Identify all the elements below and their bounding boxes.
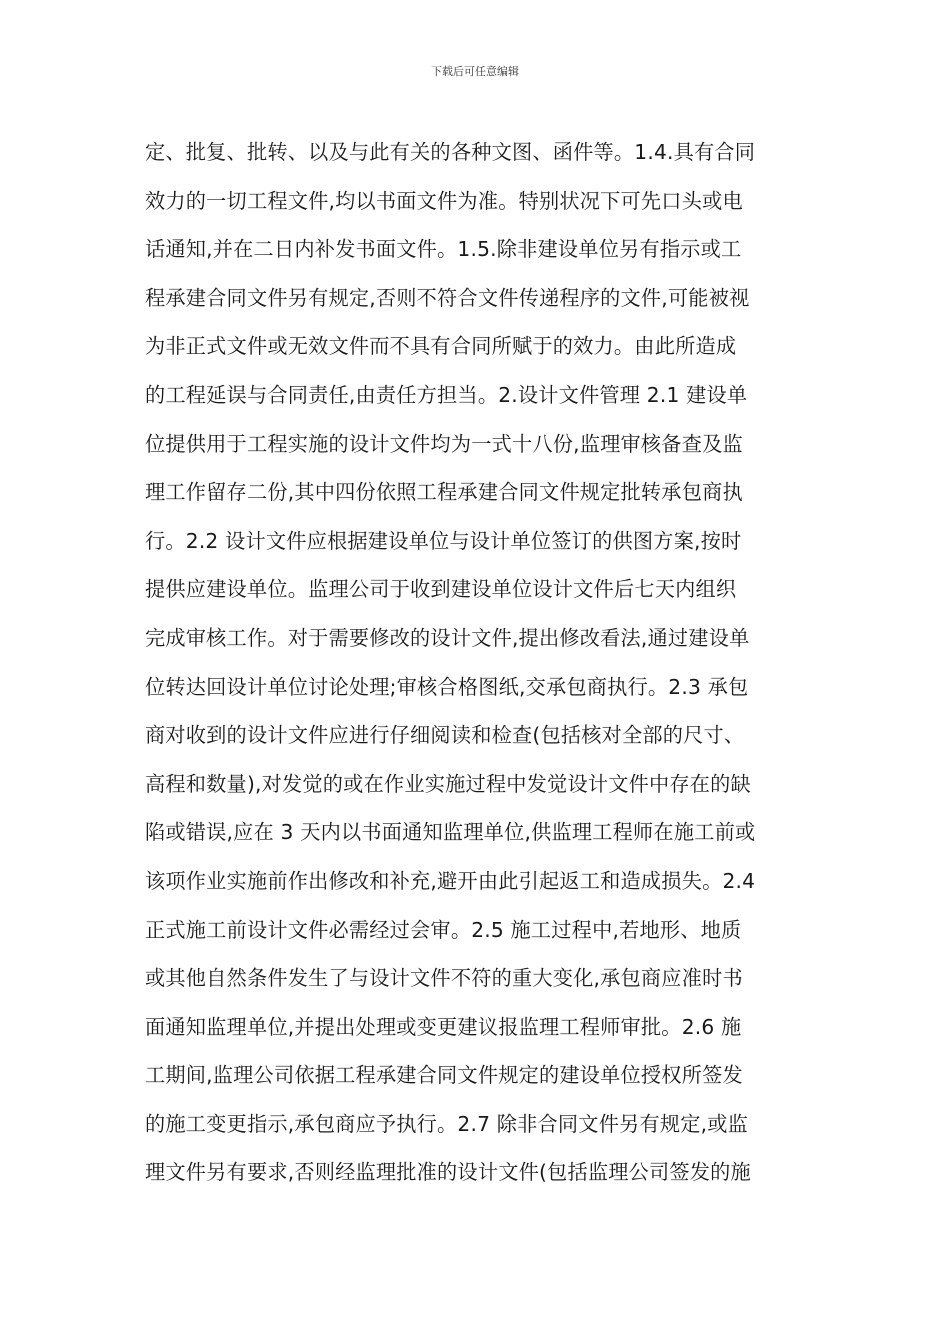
text-line: 或其他自然条件发生了与设计文件不符的重大变化,承包商应准时书 bbox=[145, 966, 743, 991]
text-line: 定、批复、批转、以及与此有关的各种文图、函件等。1.4.具有合同 bbox=[145, 140, 756, 164]
text-line: 陷或错误,应在 3 天内以书面通知监理单位,供监理工程师在施工前或 bbox=[145, 820, 756, 845]
text-line: 位转达回设计单位讨论处理;审核合格图纸,交承包商执行。2.3 承包 bbox=[145, 674, 749, 699]
text-line: 话通知,并在二日内补发书面文件。1.5.除非建设单位另有指示或工 bbox=[145, 237, 742, 262]
text-line: 的工程延误与合同责任,由责任方担当。2.设计文件管理 2.1 建设单 bbox=[145, 382, 748, 407]
text-line: 完成审核工作。对于需要修改的设计文件,提出修改看法,通过建设单 bbox=[145, 625, 750, 650]
page-header: 下载后可任意编辑 bbox=[431, 65, 519, 78]
text-line: 提供应建设单位。监理公司于收到建设单位设计文件后七天内组织 bbox=[145, 577, 737, 602]
text-line: 程承建合同文件另有规定,否则不符合文件传递程序的文件,可能被视 bbox=[145, 285, 750, 310]
text-line: 理工作留存二份,其中四份依照工程承建合同文件规定批转承包商执 bbox=[145, 480, 743, 505]
text-line: 该项作业实施前作出修改和补充,避开由此引起返工和造成损失。2.4 bbox=[145, 868, 756, 893]
text-line: 行。2.2 设计文件应根据建设单位与设计单位签订的供图方案,按时 bbox=[145, 528, 742, 553]
text-line: 理文件另有要求,否则经监理批准的设计文件(包括监理公司签发的施 bbox=[145, 1160, 751, 1185]
text-line: 高程和数量),对发觉的或在作业实施过程中发觉设计文件中存在的缺 bbox=[145, 771, 751, 796]
text-line: 位提供用于工程实施的设计文件均为一式十八份,监理审核备查及监 bbox=[145, 431, 743, 456]
text-line: 的施工变更指示,承包商应予执行。2.7 除非合同文件另有规定,或监 bbox=[145, 1111, 749, 1136]
text-line: 面通知监理单位,并提出处理或变更建议报监理工程师审批。2.6 施 bbox=[145, 1014, 742, 1039]
text-line: 为非正式文件或无效文件而不具有合同所赋于的效力。由此所造成 bbox=[145, 334, 737, 359]
text-line: 正式施工前设计文件必需经过会审。2.5 施工过程中,若地形、地质 bbox=[145, 917, 742, 942]
text-line: 商对收到的设计文件应进行仔细阅读和检查(包括核对全部的尺寸、 bbox=[145, 723, 745, 748]
body-text bbox=[145, 128, 805, 1197]
text-line: 效力的一切工程文件,均以书面文件为准。特别状况下可先口头或电 bbox=[145, 188, 743, 213]
text-line: 工期间,监理公司依据工程承建合同文件规定的建设单位授权所签发 bbox=[145, 1063, 743, 1088]
